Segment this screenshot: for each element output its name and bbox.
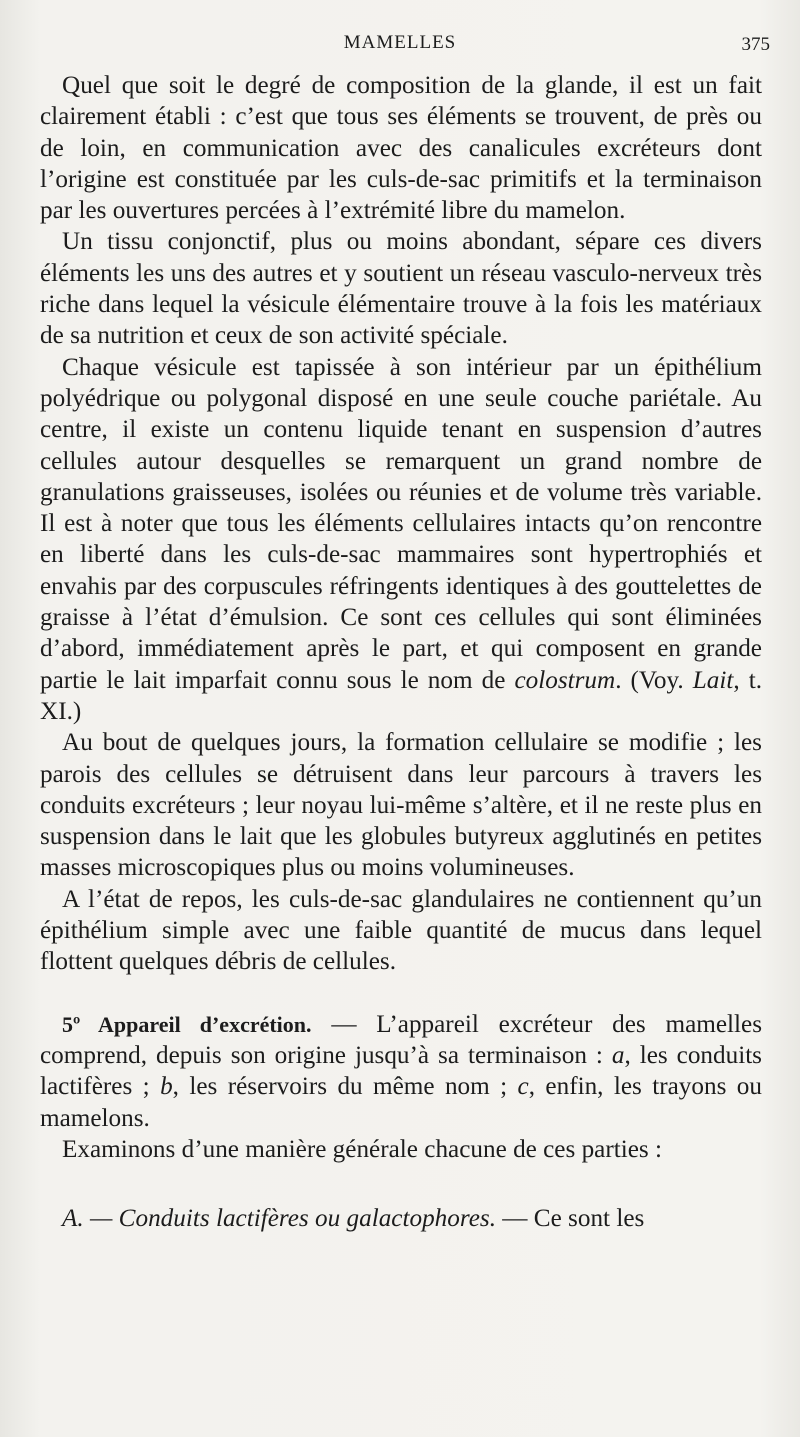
paragraph-8-text: — Ce sont les [496,1205,645,1233]
item-b-text: , les réservoirs du même nom ; [172,1073,518,1101]
paragraph-1: Quel que soit le degré de composition de la glande, il est un fait clairement établi : c’est que tous ses éléments se trouvent, de près ou de loin, en communication avec des canalicules excréteurs dont l’origine est constituée par les culs-de-sac primitifs et la terminaison par les ouvertures percées à l’extrémité libre du mamelon. [40,72,762,225]
paragraph-3-text: Chaque vésicule est tapissée à son intérieur par un épithélium polyédrique ou polygonal disposé en une seule couche pariétale. Au centre, il existe un contenu liquide tenant en suspension d’autres cellules autour desquelles se remarquent un grand nombre de granulations graisseuses, isolées ou réunies et de volume très variable. Il est à noter que tous les éléments cellulaires intacts qu’on rencontre en liberté dans les culs-de-sac mammaires sont hypertrophiés et envahis par des corpuscules réfringents identiques à des gouttelettes de graisse à l’état d’émulsion. Ce sont ces cellules qui sont éliminées d’abord, immédiatement après le part, et qui composent en grande partie le lait imparfait connu sous le nom de [40,353,762,694]
paragraph-3 [40,352,762,728]
body-text [40,70,762,1234]
reference-volume: , t. XI.) [40,666,763,725]
paragraph-7: Examinons d’une manière générale chacune de ces parties : [62,1135,663,1163]
paragraph-6-text: — L’appareil excréteur des mamelles comprend, depuis son origine jusqu’à sa terminaison : [40,1010,763,1069]
running-title: MAMELLES [343,32,457,53]
subsection-heading-conduits: A. — Conduits lactifères ou galactophores. [62,1205,496,1233]
page-number: 375 [741,34,770,55]
reference-lait: Lait [692,666,734,694]
section-heading-excretion: 5º Appareil d’excrétion. [62,1011,312,1037]
item-a-letter: a [611,1041,625,1069]
term-colostrum: colostrum [514,666,616,694]
running-header [30,32,770,62]
paragraph-2: Un tissu conjonctif, plus ou moins abondant, sépare ces divers éléments les uns des autres et y soutient un réseau vasculo-nerveux très riche dans lequel la vésicule élémentaire trouve à la fois les matériaux de sa nutrition et ceux de son activité spéciale. [40,228,762,350]
item-b-letter: b [160,1073,173,1101]
item-c-text: , enfin, les trayons ou mamelons. [40,1073,762,1132]
paragraph-8 [40,1203,762,1234]
item-c-letter: c [517,1073,529,1101]
reference-voy: . (Voy. [615,666,684,694]
item-a-text: , les conduits lactifères ; [40,1041,762,1101]
paragraph-4: Au bout de quelques jours, la formation cellulaire se modifie ; les parois des cellules se détruisent dans leur parcours à travers les conduits excréteurs ; leur noyau lui-même s’altère, et il ne reste plus en suspension dans le lait que les globules butyreux agglutinés en petites masses microscopiques plus ou moins volumineuses. [40,729,762,882]
paragraph-6 [40,1009,762,1134]
paragraph-5: A l’état de repos, les culs-de-sac glandulaires ne contiennent qu’un épithélium simple avec une faible quantité de mucus dans lequel flottent quelques débris de cellules. [40,885,762,976]
